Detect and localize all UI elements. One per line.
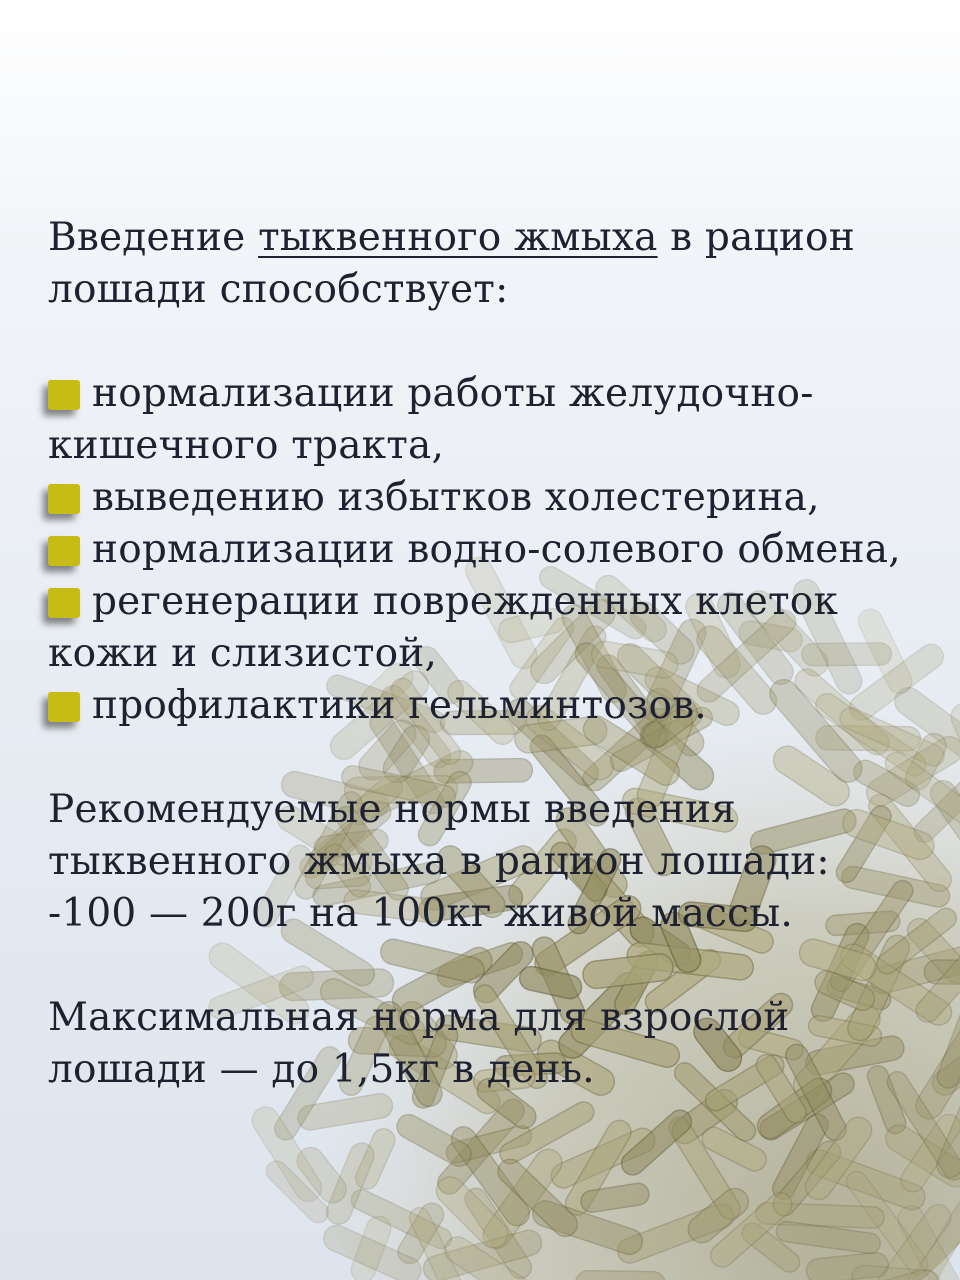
dosage-paragraph	[48, 784, 953, 940]
benefit-text: регенерации поврежденных клеток кожи и слизистой,	[48, 579, 839, 676]
square-bullet-icon	[48, 484, 80, 514]
list-item	[48, 368, 953, 472]
benefit-text: нормализации водно-солевого обмена,	[92, 527, 901, 572]
benefit-text: выведению избытков холестерина,	[92, 475, 820, 520]
intro-suffix: в рацион лошади способствует:	[48, 215, 855, 312]
pellet	[575, 1271, 665, 1280]
intro-highlight-link[interactable]: тыквенного жмыха	[258, 215, 658, 260]
list-item	[48, 576, 953, 680]
benefit-text: нормализации работы желудочно-кишечного тракта,	[48, 371, 814, 468]
content	[48, 212, 953, 1096]
max-norm-paragraph	[48, 992, 953, 1096]
benefit-text: профилактики гельминтозов.	[92, 683, 707, 728]
max-norm-text: Максимальная норма для взрослой лошади — до 1,5кг в день.	[48, 995, 790, 1092]
list-item	[48, 524, 953, 576]
benefits-list	[48, 368, 953, 732]
intro-prefix: Введение	[48, 215, 259, 260]
square-bullet-icon	[48, 692, 80, 722]
dosage-title: Рекомендуемые нормы введения тыквенного жмыха в рацион лошади:	[48, 787, 830, 884]
square-bullet-icon	[48, 536, 80, 566]
intro-paragraph	[48, 212, 953, 316]
list-item	[48, 680, 953, 732]
dosage-value: -100 — 200г на 100кг живой массы.	[48, 891, 793, 936]
list-item	[48, 472, 953, 524]
square-bullet-icon	[48, 380, 80, 410]
square-bullet-icon	[48, 588, 80, 618]
